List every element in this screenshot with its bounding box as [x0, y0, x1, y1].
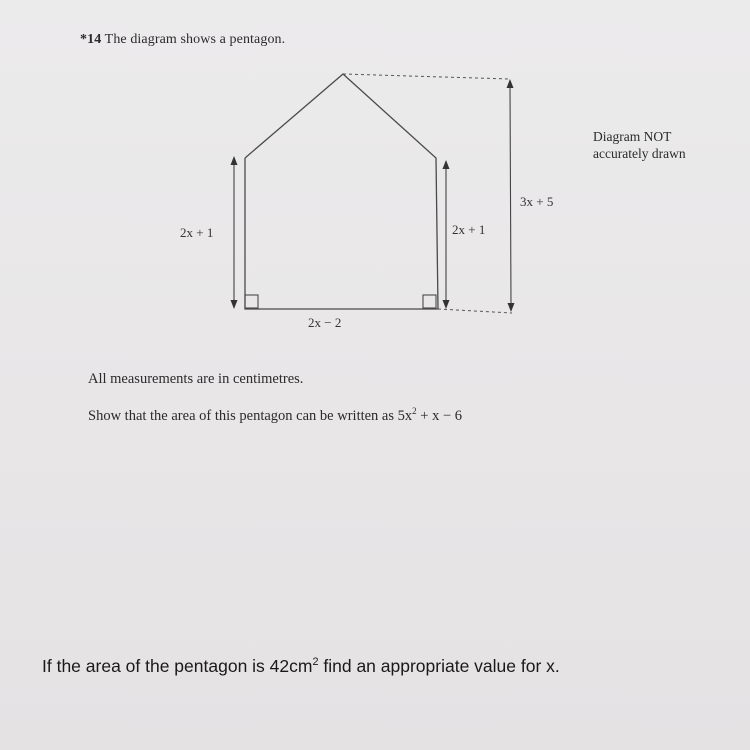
right-angle-marker-right [423, 295, 436, 308]
question-number: *14 [80, 32, 102, 47]
units-statement: All measurements are in centimetres. [88, 371, 304, 387]
left-height-arrow [231, 156, 238, 309]
label-total-height: 3x + 5 [520, 194, 554, 209]
note-line-1: Diagram NOT [593, 129, 672, 144]
label-left-side: 2x + 1 [180, 225, 214, 240]
right-angle-marker-left [245, 295, 258, 308]
follow-up-power: 2 [312, 656, 319, 669]
expression-base: 5x [397, 408, 413, 424]
expression-rest: + x − 6 [416, 408, 462, 424]
total-height-arrow [507, 79, 515, 312]
right-height-arrow [443, 160, 450, 309]
label-right-side: 2x + 1 [452, 222, 486, 237]
diagram-note [593, 128, 686, 162]
follow-up-prefix: If the area of the pentagon is 42cm [42, 656, 313, 676]
label-base: 2x − 2 [308, 315, 342, 330]
expression-power: 2 [412, 406, 417, 417]
pentagon-shape [245, 74, 438, 309]
top-dashed-guide [343, 74, 510, 79]
bottom-dashed-guide [438, 309, 512, 313]
follow-up-suffix: find an appropriate value for x. [318, 656, 560, 676]
show-that-text: Show that the area of this pentagon can be written as [88, 408, 398, 424]
note-line-2: accurately drawn [593, 146, 686, 161]
follow-up-question [42, 656, 560, 677]
question-title: The diagram shows a pentagon. [104, 32, 286, 47]
show-that-statement [88, 408, 462, 425]
